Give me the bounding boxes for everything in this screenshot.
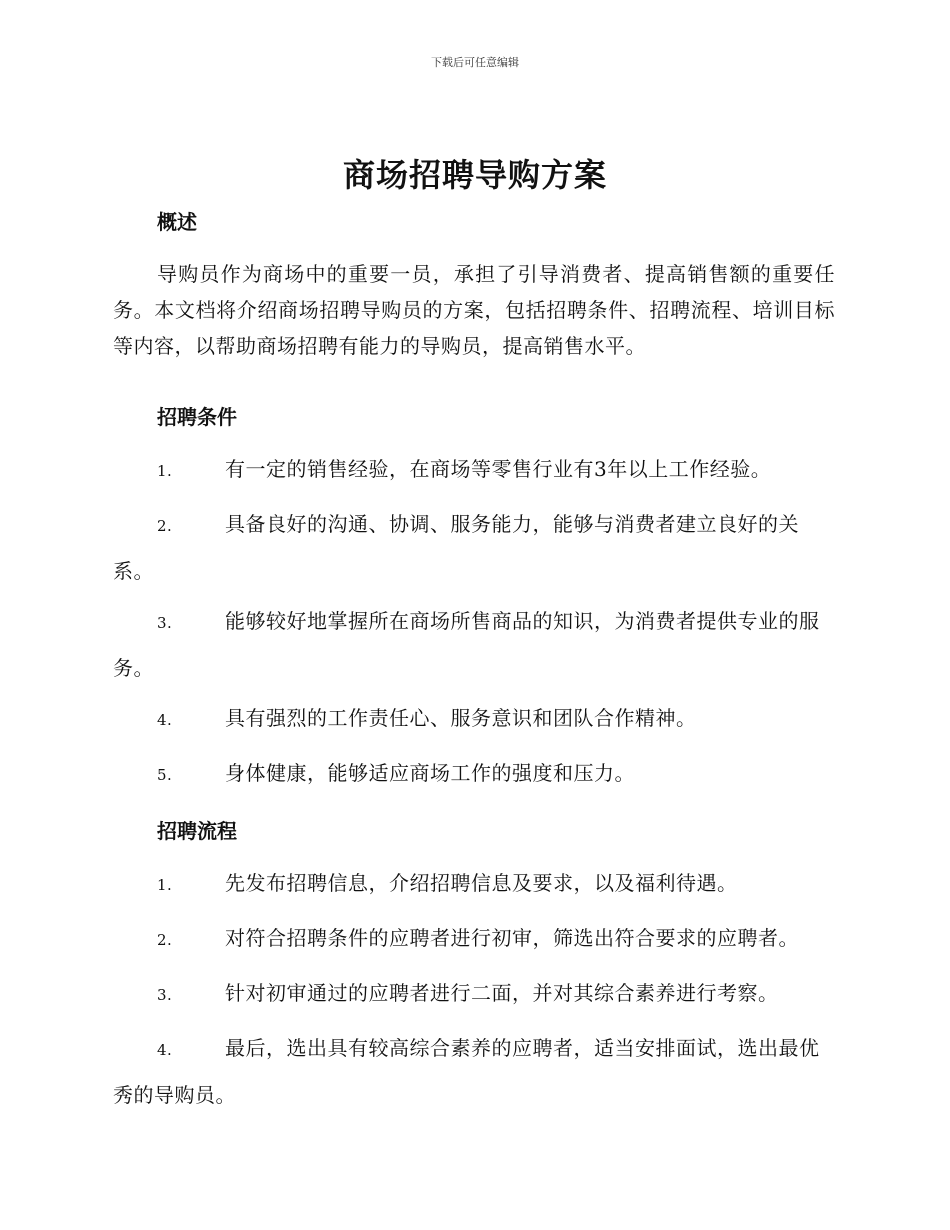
section-heading-overview: 概述 [157,210,197,234]
section-heading-conditions: 招聘条件 [157,405,237,429]
list-number: 4. [157,1041,173,1059]
list-number: 5. [157,766,173,784]
list-item [113,751,835,798]
list-number: 2. [157,517,173,535]
document-title: 商场招聘导购方案 [342,156,607,194]
list-number: 1. [157,876,173,894]
list-number: 1. [157,462,173,480]
list-item [113,696,835,743]
list-text: 针对初审通过的应聘者进行二面，并对其综合素养进行考察。 [225,981,779,1005]
list-item [113,861,835,908]
list-number: 3. [157,614,173,632]
list-text: 能够较好地掌握所在商场所售商品的知识，为消费者提供专业的服务。 [113,609,820,680]
overview-paragraph: 导购员作为商场中的重要一员，承担了引导消费者、提高销售额的重要任务。本文档将介绍商场招聘导购员的方案，包括招聘条件、招聘流程、培训目标等内容，以帮助商场招聘有能力的导购员，提高销售水平。 [113,262,835,358]
list-item [113,502,835,594]
list-item [113,599,835,691]
list-number: 2. [157,931,173,949]
list-item [113,447,835,494]
list-text: 有一定的销售经验，在商场等零售行业有3年以上工作经验。 [225,457,772,481]
list-text: 身体健康，能够适应商场工作的强度和压力。 [225,761,635,785]
list-text: 先发布招聘信息，介绍招聘信息及要求，以及福利待遇。 [225,871,738,895]
list-text: 对符合招聘条件的应聘者进行初审，筛选出符合要求的应聘者。 [225,926,799,950]
section-heading-process: 招聘流程 [157,819,237,843]
list-text: 具有强烈的工作责任心、服务意识和团队合作精神。 [225,706,697,730]
list-number: 3. [157,986,173,1004]
list-item [113,1026,835,1118]
list-item [113,971,835,1018]
list-number: 4. [157,711,173,729]
list-item [113,916,835,963]
list-text: 具备良好的沟通、协调、服务能力，能够与消费者建立良好的关系。 [113,512,799,583]
list-text: 最后，选出具有较高综合素养的应聘者，适当安排面试，选出最优秀的导购员。 [113,1036,820,1107]
page-header: 下载后可任意编辑 [431,56,519,69]
